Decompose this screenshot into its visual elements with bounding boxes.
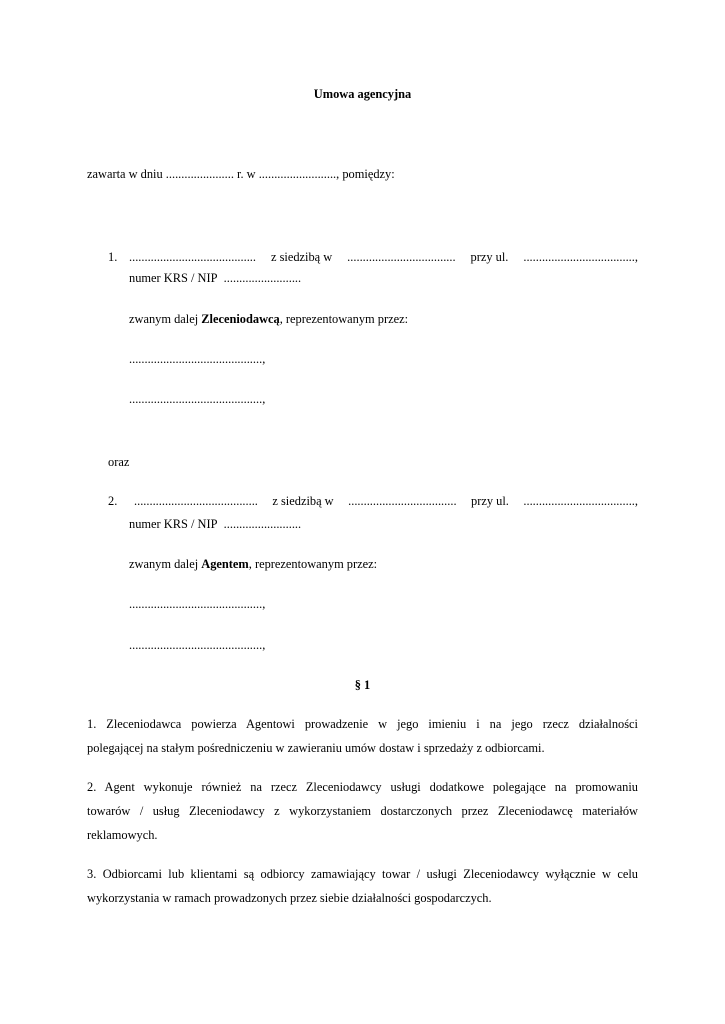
document-title: Umowa agencyjna (313, 87, 412, 101)
party1-called-name: Zleceniodawcą (201, 312, 280, 326)
party2-street-label: przy ul. (471, 494, 509, 508)
party2-name-dots: ........................................ (134, 494, 258, 508)
conjunction: oraz (108, 455, 130, 469)
section1-p1-line1: 1. Zleceniodawca powierza Agentowi prowadzenie w jego imieniu i na jego rzecz działalności (87, 717, 638, 731)
party1-line (129, 249, 638, 265)
party1-krs-dots: ......................... (223, 271, 302, 285)
party1-called-line (129, 311, 408, 327)
intro-line: zawarta w dniu ...................... r. w ........................., pomiędzy: (87, 167, 395, 181)
party2-called-suffix: , reprezentowanym przez: (248, 557, 378, 571)
section1-p3-line2: wykorzystania w ramach prowadzonych przez siebie działalności gospodarczych. (87, 891, 492, 905)
party2-called-prefix: zwanym dalej (129, 557, 199, 571)
party2-called-name: Agentem (201, 557, 249, 571)
section1-p3-line1: 3. Odbiorcami lub klientami są odbiorcy zamawiający towar / usługi Zleceniodawcy wyłącznie w celu (87, 867, 638, 881)
party1-street-label: przy ul. (470, 250, 509, 264)
party1-seat-dots: ................................... (347, 250, 456, 264)
party2-called-line (129, 556, 377, 572)
party2-seat-dots: ................................... (348, 494, 457, 508)
party2-number: 2. (108, 494, 118, 508)
party1-called-suffix: , reprezentowanym przez: (279, 312, 409, 326)
party2-krs-dots: ......................... (223, 517, 302, 531)
party1-rep1: ..........................................., (129, 352, 266, 366)
section1-p2-line2: towarów / usług Zleceniodawcy z wykorzystaniem dostarczonych przez Zleceniodawcę materiałów (87, 804, 638, 818)
party1-krs-line (129, 270, 301, 286)
party2-rep2: ..........................................., (129, 638, 266, 652)
party2-rep1: ..........................................., (129, 597, 266, 611)
party1-name-dots: ......................................... (129, 250, 257, 264)
section1-heading: § 1 (354, 678, 371, 692)
section1-p2-line1: 2. Agent wykonuje również na rzecz Zleceniodawcy usługi dodatkowe polegające na promowaniu (87, 780, 638, 794)
party2-street-dots: ...................................., (523, 494, 638, 508)
section1-p1-line2: polegającej na stałym pośredniczeniu w zawieraniu umów dostaw i sprzedaży z odbiorcami. (87, 741, 545, 755)
party1-street-dots: ...................................., (523, 250, 638, 264)
party2-line (134, 493, 638, 509)
party1-krs-label: numer KRS / NIP (129, 271, 218, 285)
party1-called-prefix: zwanym dalej (129, 312, 199, 326)
party2-seat-label: z siedzibą w (272, 494, 334, 508)
party1-number: 1. (108, 250, 118, 264)
party2-krs-line (129, 516, 301, 532)
party1-rep2: ..........................................., (129, 392, 266, 406)
section1-p2-line3: reklamowych. (87, 828, 158, 842)
party1-seat-label: z siedzibą w (270, 250, 333, 264)
party2-krs-label: numer KRS / NIP (129, 517, 218, 531)
